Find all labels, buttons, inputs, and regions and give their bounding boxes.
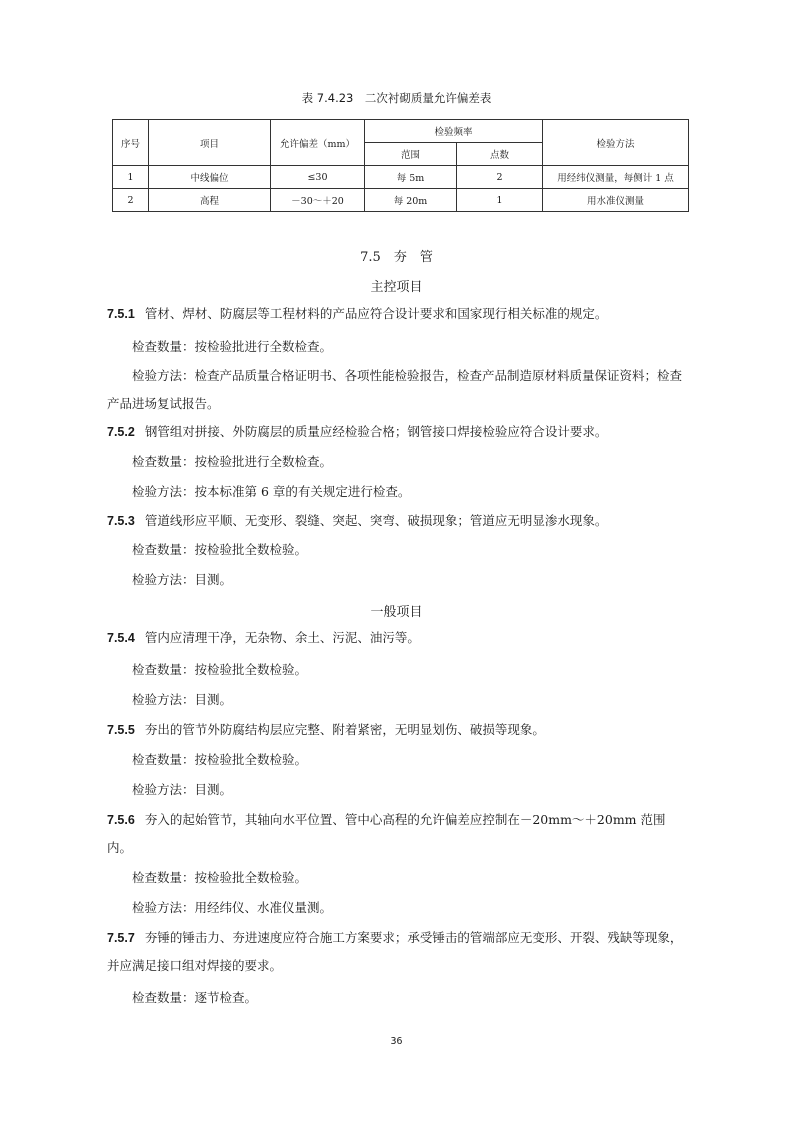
- header-item: 项目: [149, 120, 271, 166]
- cell-points: 1: [457, 189, 543, 212]
- clause-7-5-1: [107, 300, 687, 328]
- cell-tolerance: －30～＋20: [271, 189, 365, 212]
- header-method: 检验方法: [543, 120, 689, 166]
- clause-number: 7.5.2: [107, 425, 135, 439]
- check-quantity: 检查数量：按检验批全数检验。: [132, 542, 308, 557]
- cell-method: 用水准仪测量: [543, 189, 689, 212]
- check-method: 检验方法：按本标准第 6 章的有关规定进行检查。: [132, 484, 411, 499]
- clause-number: 7.5.6: [107, 813, 135, 827]
- clause-7-5-5: [107, 716, 687, 744]
- cell-points: 2: [457, 166, 543, 189]
- check-method: 检验方法：检查产品质量合格证明书、各项性能检验报告，检查产品制造原材料质量保证资料；检查产品进场复试报告。: [107, 368, 683, 411]
- check-quantity: 检查数量：按检验批全数检验。: [132, 662, 308, 677]
- clause-text: 管内应清理干净，无杂物、余土、污泥、油污等。: [144, 630, 420, 645]
- table-row: [113, 189, 689, 212]
- header-points: 点数: [457, 143, 543, 166]
- cell-no: 2: [113, 189, 149, 212]
- cell-item: 中线偏位: [149, 166, 271, 189]
- cell-range: 每 5m: [365, 166, 457, 189]
- clause-text: 夯入的起始管节，其轴向水平位置、管中心高程的允许偏差应控制在－20mm～＋20mm 范围内。: [107, 812, 666, 855]
- clause-text: 夯出的管节外防腐结构层应完整、附着紧密，无明显划伤、破损等现象。: [144, 722, 545, 737]
- clause-text: 管道线形应平顺、无变形、裂缝、突起、突弯、破损现象；管道应无明显渗水现象。: [144, 513, 608, 528]
- table-title: 表 7.4.23 二次衬砌质量允许偏差表: [301, 91, 492, 105]
- clause-number: 7.5.7: [107, 931, 135, 945]
- section-title: 7.5 夯 管: [360, 250, 433, 265]
- header-frequency: 检验频率: [365, 120, 543, 143]
- check-method: 检验方法：目测。: [132, 572, 233, 587]
- cell-no: 1: [113, 166, 149, 189]
- clause-7-5-7: [107, 924, 687, 980]
- tolerance-table: [112, 119, 689, 212]
- table-row: [113, 166, 689, 189]
- check-quantity: 检查数量：按检验批进行全数检查。: [132, 454, 333, 469]
- check-quantity: 检查数量：按检验批全数检验。: [132, 752, 308, 767]
- clause-text: 夯锤的锤击力、夯进速度应符合施工方案要求；承受锤击的管端部应无变形、开裂、残缺等现象，并应满足接口组对焊接的要求。: [107, 930, 683, 973]
- check-quantity: 检查数量：按检验批全数检验。: [132, 870, 308, 885]
- clause-number: 7.5.5: [107, 723, 135, 737]
- check-method: 检验方法：目测。: [132, 692, 233, 707]
- main-items-heading: 主控项目: [370, 280, 423, 295]
- header-no: 序号: [113, 120, 149, 166]
- check-quantity: 检查数量：逐节检查。: [132, 990, 258, 1005]
- clause-text: 钢管组对拼接、外防腐层的质量应经检验合格；钢管接口焊接检验应符合设计要求。: [144, 424, 608, 439]
- clause-7-5-2: [107, 418, 687, 446]
- check-method: 检验方法：用经纬仪、水准仪量测。: [132, 900, 333, 915]
- clause-text: 管材、焊材、防腐层等工程材料的产品应符合设计要求和国家现行相关标准的规定。: [144, 306, 608, 321]
- header-range: 范围: [365, 143, 457, 166]
- cell-range: 每 20m: [365, 189, 457, 212]
- check-quantity: 检查数量：按检验批进行全数检查。: [132, 339, 333, 354]
- general-items-heading: 一般项目: [370, 605, 423, 620]
- clause-7-5-6: [107, 806, 687, 862]
- page-number: 36: [390, 1036, 403, 1047]
- clause-7-5-4: [107, 624, 687, 652]
- clause-7-5-3: [107, 507, 687, 535]
- check-method: 检验方法：目测。: [132, 782, 233, 797]
- cell-item: 高程: [149, 189, 271, 212]
- clause-number: 7.5.4: [107, 631, 135, 645]
- clause-number: 7.5.3: [107, 514, 135, 528]
- header-tolerance: 允许偏差（mm）: [271, 120, 365, 166]
- cell-method: 用经纬仪测量，每侧计 1 点: [543, 166, 689, 189]
- clause-number: 7.5.1: [107, 307, 135, 321]
- cell-tolerance: ≤30: [271, 166, 365, 189]
